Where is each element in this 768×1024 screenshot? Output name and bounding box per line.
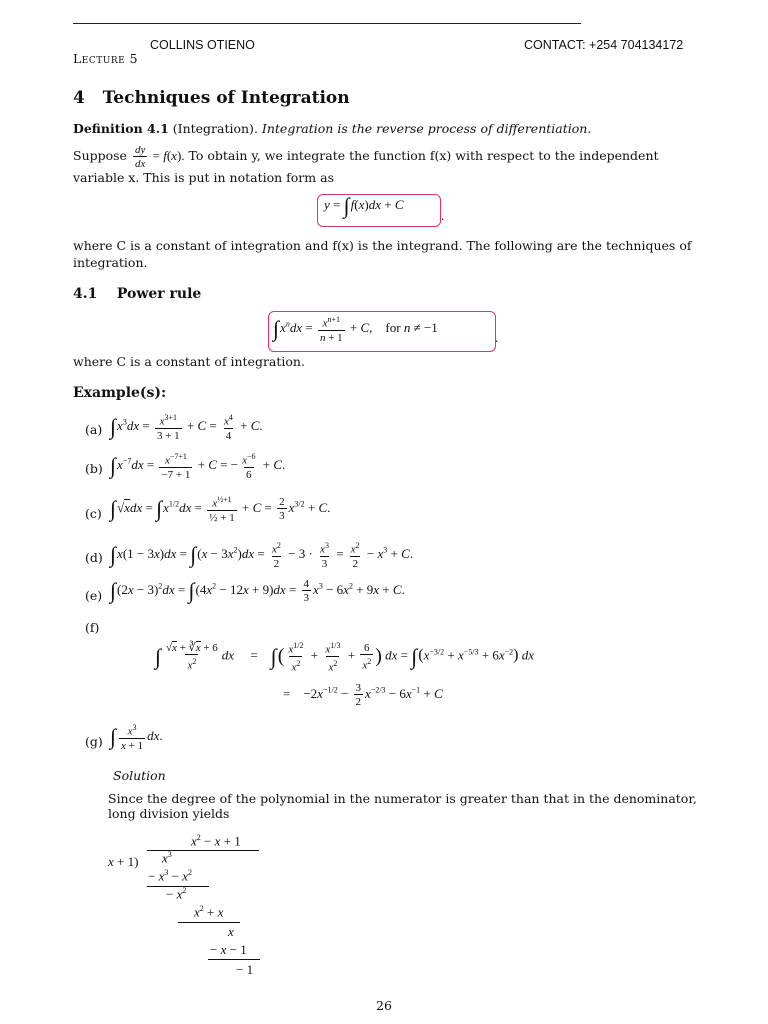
integral-definition-equation: y = ∫f(x)dx + C xyxy=(324,193,404,219)
example-b-equation: $\int x^{-7}dx$ = $\frac{x^{-7+1}}{-7 + 1}$ + C = − $\frac{x^{-6}}{6}$ + C. xyxy=(110,452,286,481)
long-division-divisor: x + 1) xyxy=(108,854,139,869)
long-division-dividend: $x^3$ xyxy=(162,850,172,866)
example-label-c: (c) xyxy=(85,506,102,521)
solution-text-line1: Since the degree of the polynomial in the numerator is greater than that in the denominator, xyxy=(108,791,697,806)
dy-dx-fraction: $\frac{dy}{dx}$ = f(x). xyxy=(134,144,185,170)
long-division-quotient: $x^2 - x + 1$ xyxy=(191,833,241,849)
example-a-equation: $\int x^3dx$ = $\frac{x^{3+1}}{3 + 1}$ + C = $\frac{x^4}{4}$ + C. xyxy=(110,413,263,442)
header-contact: CONTACT: +254 704134172 xyxy=(524,38,684,52)
header-rule xyxy=(73,23,581,24)
solution-label: Solution xyxy=(113,768,166,783)
section-heading xyxy=(73,88,350,108)
example-label-a: (a) xyxy=(85,422,103,437)
example-label-b: (b) xyxy=(85,461,103,476)
paragraph-suppose: Suppose $\frac{dy}{dx}$ = f(x). To obtain y, we integrate the function f(x) with respect to the independent xyxy=(73,144,659,170)
example-f-line1: ∫ $\frac{√x + ∛x + 6}{x^2}$ dx = ∫( $\frac{x^{1/2}}{x^2}$ + $\frac{x^{1/3}}{x^2}$ + $\frac{6}{x^2}$ ) dx = $\int(x^{-3/2} + x^{-5/3} + 6x^{-2})$ dx xyxy=(155,641,534,674)
page-number: 26 xyxy=(376,998,392,1013)
paragraph-suppose-line2: variable x. This is put in notation form as xyxy=(73,170,334,185)
header-author: COLLINS OTIENO xyxy=(150,38,255,52)
example-label-f: (f) xyxy=(85,620,100,635)
section-title: Techniques of Integration xyxy=(102,88,350,108)
long-division-remainder2: x xyxy=(228,924,234,939)
example-c-equation: $\int√xdx = \int x^{1/2}dx$ = $\frac{x^{\frac{1}{2}+1}}{\text{½ + 1}}$ + C = $\frac{2}{3}$ $x^{3/2} + C$. xyxy=(110,495,331,524)
definition-text: Integration is the reverse process of differentiation. xyxy=(261,121,592,136)
example-d-equation: $\int x(1 - 3x)dx = \int(x - 3x^2)dx$ = $\frac{x^2}{2}$ − 3 · $\frac{x^3}{3}$ = $\frac{x^2}{2}$ − $x^3 + C$. xyxy=(110,541,414,570)
example-f-line2: = $-2x^{-1/2}$ − $\frac{3}{2}$ $x^{-2/3} - 6x^{-1} + C$ xyxy=(283,682,443,708)
power-rule-note: where C is a constant of integration. xyxy=(73,354,305,369)
example-g-equation: ∫ $\frac{x^3}{x + 1}$ dx. xyxy=(110,723,163,752)
example-label-g: (g) xyxy=(85,734,103,749)
solution-text-line2: long division yields xyxy=(108,806,230,821)
long-division-remainder3: − 1 xyxy=(236,962,254,977)
paragraph-where: where C is a constant of integration and f(x) is the integrand. The following are the techniques of xyxy=(73,238,692,253)
header-lecture: Lecture 5 xyxy=(73,51,139,66)
example-e-equation: $\int(2x - 3)^2dx = \int(4x^2 - 12x + 9)dx$ = $\frac{4}{3}$ $x^3 - 6x^2 + 9x + C$. xyxy=(110,578,405,604)
definition-paren: (Integration). xyxy=(172,121,258,136)
long-division-step1: − $x^3 - x^2$ xyxy=(148,868,192,884)
definition xyxy=(73,121,591,137)
section-number: 4 xyxy=(73,88,85,108)
definition-label: Definition 4.1 xyxy=(73,121,169,136)
paragraph-where-line2: integration. xyxy=(73,255,148,270)
long-division-rule3 xyxy=(208,959,260,960)
long-division-step3: − x − 1 xyxy=(210,942,247,957)
subsection-heading: 4.1 Power rule xyxy=(73,286,202,302)
long-division-step2: $x^2 + x$ xyxy=(194,904,224,920)
example-label-d: (d) xyxy=(85,550,103,565)
example-label-e: (e) xyxy=(85,588,103,603)
power-rule-equation: $\int x^ndx$ = $\frac{x^{n+1}}{n + 1}$ + C, for n ≠ −1 xyxy=(273,315,438,344)
long-division-remainder1: − $x^2$ xyxy=(166,886,187,902)
examples-heading: Example(s): xyxy=(73,385,167,401)
long-division-rule2 xyxy=(178,922,240,923)
